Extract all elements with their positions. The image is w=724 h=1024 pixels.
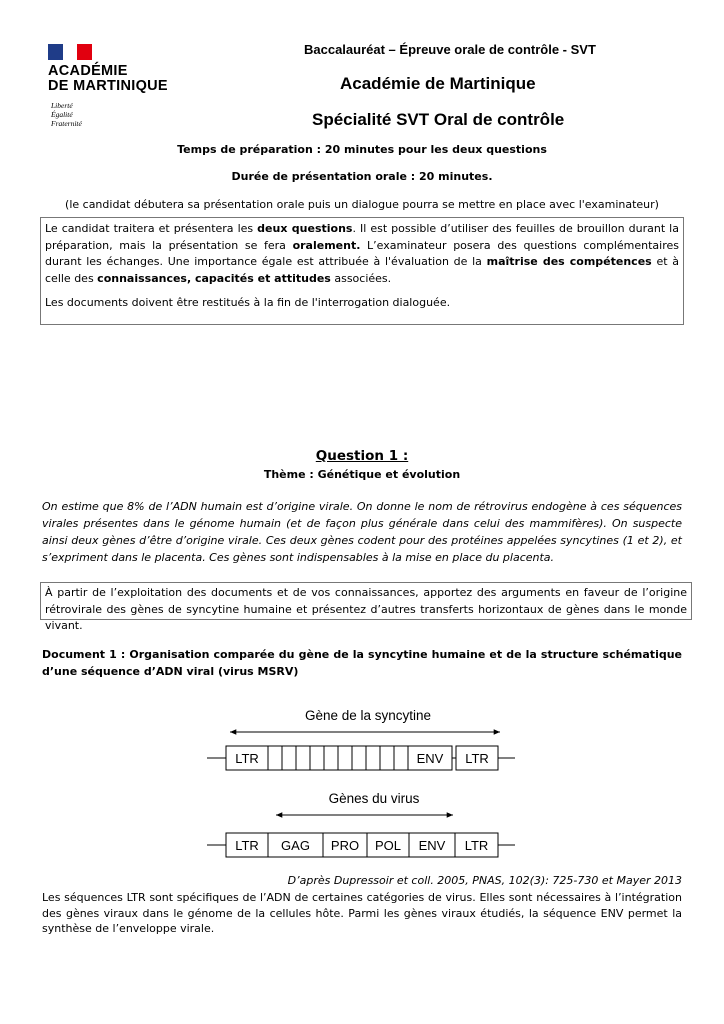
top-segment bbox=[366, 746, 380, 770]
syncytine-gene-label: Gène de la syncytine bbox=[304, 708, 432, 723]
virus-genes-label: Gènes du virus bbox=[328, 791, 420, 806]
top-segment bbox=[352, 746, 366, 770]
academy-title: Académie de Martinique bbox=[340, 74, 536, 93]
top-ltr-left-label: LTR bbox=[235, 751, 259, 766]
academy-name-line2: DE MARTINIQUE bbox=[48, 78, 168, 94]
question-task: À partir de l’exploitation des documents et de vos connaissances, apportez des arguments en faveur de l’origine rétrovirale des gènes de syncytine humaine et présentez d’autres transferts horizontaux de gènes dans le monde vivant. bbox=[45, 586, 687, 632]
flag-white-band bbox=[63, 44, 77, 60]
academy-logo-name bbox=[48, 64, 198, 94]
flag-blue-band bbox=[48, 44, 63, 60]
document1-source: D’après Dupressoir et coll. 2005, PNAS, 102(3): 725-730 et Mayer 2013 bbox=[287, 874, 682, 887]
instructions-paragraph-1 bbox=[45, 221, 679, 287]
instr-text: . Il est possible d’utiliser des feuilles de brouillon durant la préparation, mais la présentation se fera bbox=[45, 222, 679, 252]
motto-egalite: Égalité bbox=[51, 110, 73, 119]
top-segment bbox=[338, 746, 352, 770]
republic-flag-logo bbox=[48, 44, 92, 60]
bottom-pol-label: POL bbox=[374, 838, 402, 853]
bottom-env-label: ENV bbox=[418, 838, 446, 853]
document1-title: Document 1 : Organisation comparée du gène de la syncytine humaine et de la structure schématique d’une séquence d’ADN viral (virus MSRV) bbox=[42, 648, 682, 678]
bottom-pro-label: PRO bbox=[330, 838, 360, 853]
bottom-ltr-right-label: LTR bbox=[464, 838, 489, 853]
bottom-ltr-left-label: LTR bbox=[235, 838, 259, 853]
instr-emphasis-oralement: oralement. bbox=[292, 238, 361, 252]
top-ltr-right-label: LTR bbox=[465, 751, 489, 766]
instructions-box bbox=[40, 217, 684, 325]
bottom-gag-label: GAG bbox=[281, 838, 310, 853]
top-segment bbox=[282, 746, 296, 770]
top-segment bbox=[310, 746, 324, 770]
top-env-label: ENV bbox=[416, 751, 444, 766]
flag-red-band bbox=[77, 44, 92, 60]
top-segment bbox=[296, 746, 310, 770]
instr-emphasis-deux-questions: deux questions bbox=[257, 222, 353, 235]
instr-text: L’examinateur posera des questions complémentaires durant les échanges. Une importance égale est attribuée à l'évaluation de la bbox=[45, 238, 680, 268]
question-intro: On estime que 8% de l’ADN humain est d’origine virale. On donne le nom de rétrovirus endogène à ces séquences virales présentes dans le génome humain (et de façon plus générale dans celui des mammifères). On suspecte ainsi deux gènes d’être d’origine virale. Ces deux gènes codent pour des protéines appelées syncytines (1 et 2), et s’expriment dans le placenta. Ces gènes sont indispensables à la mise en place du placenta. bbox=[42, 500, 682, 564]
instr-emphasis-competences: maîtrise des compétences bbox=[486, 255, 652, 268]
specialty-title: Spécialité SVT Oral de contrôle bbox=[312, 110, 565, 129]
instr-text: Le candidat traitera et présentera les bbox=[45, 222, 258, 235]
instr-text: associées. bbox=[330, 271, 392, 285]
academy-name-line1: ACADÉMIE bbox=[48, 63, 128, 79]
document1-description: Les séquences LTR sont spécifiques de l’ADN de certaines catégories de virus. Elles sont nécessaires à l’intégration des gènes viraux dans le génome de la cellules hôte. Parmi les gènes viraux étudiés, la séquence ENV permet la synthèse de l’enveloppe virale. bbox=[42, 891, 682, 935]
preparation-time: Temps de préparation : 20 minutes pour les deux questions bbox=[177, 143, 547, 156]
top-segment bbox=[380, 746, 394, 770]
exam-header: Baccalauréat – Épreuve orale de contrôle - SVT bbox=[304, 42, 596, 57]
republic-motto bbox=[51, 101, 82, 128]
question-task-box bbox=[40, 582, 692, 632]
top-segment bbox=[268, 746, 282, 770]
question-theme: Thème : Génétique et évolution bbox=[263, 468, 461, 481]
question-title: Question 1 : bbox=[315, 448, 409, 464]
presentation-note: (le candidat débutera sa présentation orale puis un dialogue pourra se mettre en place avec l'examinateur) bbox=[65, 198, 659, 211]
top-segment bbox=[394, 746, 408, 770]
instr-text: et à celle des bbox=[45, 255, 679, 285]
instructions-paragraph-2: Les documents doivent être restitués à la fin de l'interrogation dialoguée. bbox=[45, 296, 451, 309]
top-segment bbox=[324, 746, 338, 770]
presentation-duration: Durée de présentation orale : 20 minutes. bbox=[231, 170, 493, 183]
gene-organization-diagram bbox=[0, 690, 724, 870]
instr-emphasis-connaissances: connaissances, capacités et attitudes bbox=[97, 271, 331, 285]
motto-fraternite: Fraternité bbox=[51, 119, 82, 128]
motto-liberte: Liberté bbox=[51, 101, 73, 110]
